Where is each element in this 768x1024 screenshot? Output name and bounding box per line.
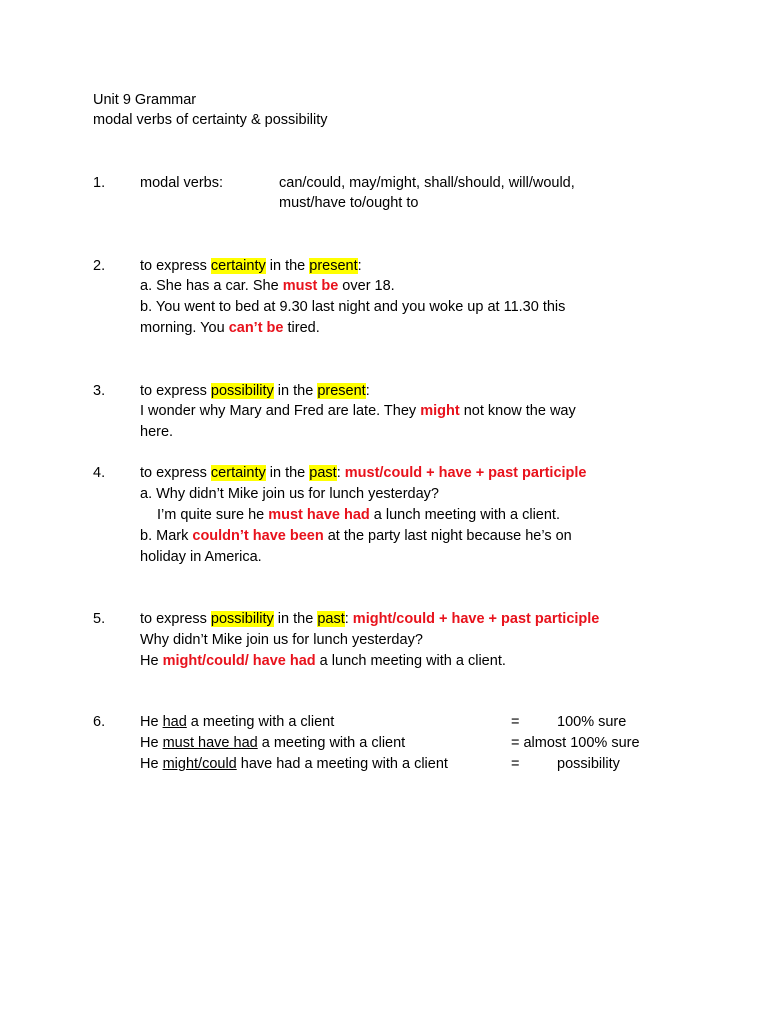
item-3-example-line-2: here. <box>140 424 174 440</box>
highlight-present: present <box>309 258 358 274</box>
highlight-possibility: possibility <box>210 611 274 627</box>
item-2-example-b-line-2: morning. You can’t be tired. <box>140 320 320 336</box>
item-2-example-a: a. She has a car. She must be over 18. <box>140 278 395 294</box>
item-number-2: 2. <box>93 258 106 274</box>
item-number-4: 4. <box>93 465 106 481</box>
comparison-row-3-sentence: He might/could have had a meeting with a client <box>140 756 448 772</box>
item-5-example-line-2: He might/could/ have had a lunch meeting with a client. <box>140 653 506 669</box>
comparison-row-1-sentence: He had a meeting with a client <box>140 714 335 730</box>
item-2-heading: to express certainty in the present: <box>140 258 362 274</box>
comparison-row-2-sentence: He must have had a meeting with a client <box>140 735 406 751</box>
comparison-row-2-value: = almost 100% sure <box>511 735 640 751</box>
item-1-label: modal verbs: <box>140 175 224 191</box>
highlight-certainty: certainty <box>210 258 266 274</box>
item-5-heading: to express possibility in the past: might/could + have + past participle <box>140 611 600 627</box>
item-3-example-line-1: I wonder why Mary and Fred are late. They might not know the way <box>140 403 576 419</box>
item-1-list-line-1: can/could, may/might, shall/should, will/would, <box>279 175 575 191</box>
highlight-certainty: certainty <box>210 465 266 481</box>
item-5-example-line-1: Why didn’t Mike join us for lunch yesterday? <box>140 632 423 648</box>
item-4-example-a: a. Why didn’t Mike join us for lunch yesterday? <box>140 486 439 502</box>
page-subtitle: modal verbs of certainty & possibility <box>93 112 328 128</box>
item-4-example-b-line-2: holiday in America. <box>140 549 262 565</box>
formula-possibility-past: might/could + have + past participle <box>352 611 600 627</box>
page-title: Unit 9 Grammar <box>93 92 197 108</box>
highlight-past: past <box>317 611 345 627</box>
highlight-present: present <box>317 383 366 399</box>
comparison-row-3-equals: = <box>511 756 520 772</box>
item-4-heading: to express certainty in the past: must/could + have + past participle <box>140 465 587 481</box>
formula-certainty-past: must/could + have + past participle <box>344 465 587 481</box>
item-number-1: 1. <box>93 175 106 191</box>
comparison-row-3-value: possibility <box>557 756 620 772</box>
highlight-possibility: possibility <box>210 383 274 399</box>
item-number-6: 6. <box>93 714 106 730</box>
item-4-example-a-answer: I’m quite sure he must have had a lunch meeting with a client. <box>157 507 560 523</box>
item-2-example-b-line-1: b. You went to bed at 9.30 last night and you woke up at 11.30 this <box>140 299 566 315</box>
item-number-5: 5. <box>93 611 106 627</box>
item-1-list-line-2: must/have to/ought to <box>279 195 419 211</box>
item-3-heading: to express possibility in the present: <box>140 383 370 399</box>
highlight-past: past <box>309 465 337 481</box>
comparison-row-1-equals: = <box>511 714 520 730</box>
item-number-3: 3. <box>93 383 106 399</box>
comparison-row-1-value: 100% sure <box>557 714 627 730</box>
item-4-example-b-line-1: b. Mark couldn’t have been at the party last night because he’s on <box>140 528 572 544</box>
